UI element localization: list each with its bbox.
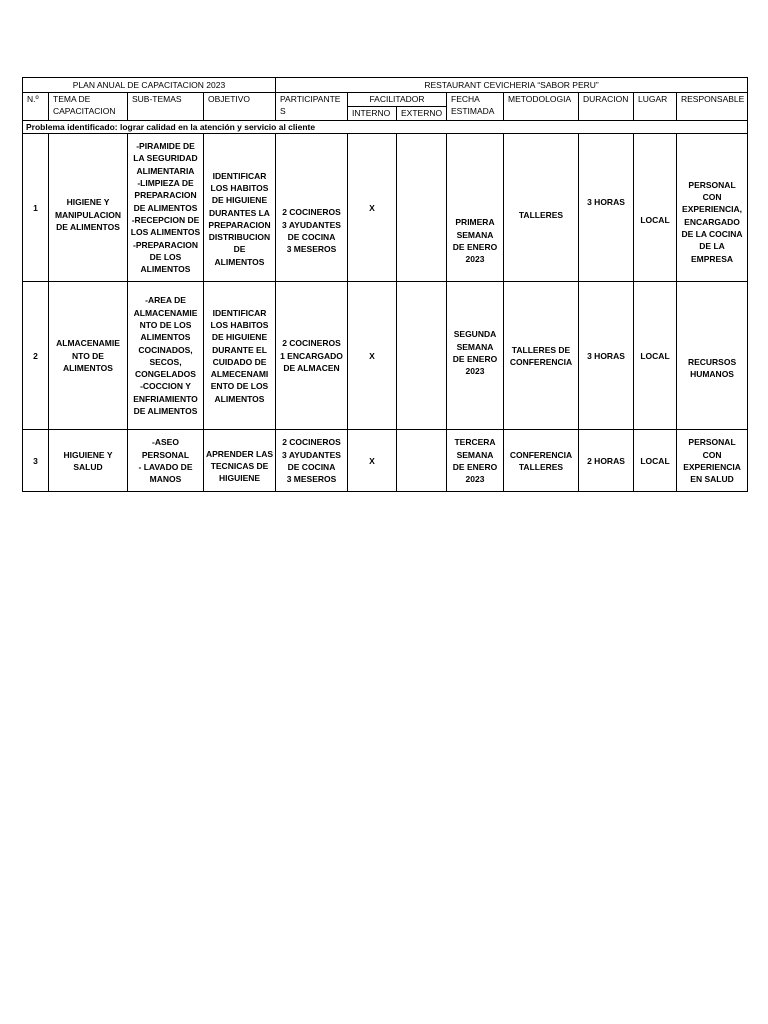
title-row	[23, 78, 748, 93]
col-externo: EXTERNO	[397, 107, 447, 121]
row-externo	[397, 430, 447, 492]
row-interno: X	[348, 430, 397, 492]
row-subtemas: -ASEO PERSONAL - LAVADO DE MANOS	[128, 430, 204, 492]
row-lugar: LOCAL	[634, 430, 677, 492]
problem-statement: Problema identificado: lograr calidad en la atención y servicio al cliente	[23, 121, 748, 134]
col-duracion: DURACION	[579, 93, 634, 121]
row-fecha: TERCERA SEMANA DE ENERO 2023	[447, 430, 504, 492]
col-participantes: PARTICIPANTE S	[276, 93, 348, 121]
row-subtemas: -AREA DE ALMACENAMIE NTO DE LOS ALIMENTOS COCINADOS, SECOS, CONGELADOS -COCCION Y ENFRIAMIENTO DE ALIMENTOS	[128, 282, 204, 430]
row-externo	[397, 134, 447, 282]
row-lugar: LOCAL	[634, 282, 677, 430]
row-metodologia: TALLERES	[504, 134, 579, 282]
row-subtemas: -PIRAMIDE DE LA SEGURIDAD ALIMENTARIA -LIMPIEZA DE PREPARACION DE ALIMENTOS -RECEPCION DE LOS ALIMENTOS -PREPARACION DE LOS ALIMENTOS	[128, 134, 204, 282]
row-externo	[397, 282, 447, 430]
row-duracion: 3 HORAS	[579, 282, 634, 430]
col-responsable: RESPONSABLE	[677, 93, 748, 121]
col-interno: INTERNO	[348, 107, 397, 121]
row-tema: HIGIENE Y MANIPULACION DE ALIMENTOS	[49, 134, 128, 282]
row-objetivo: IDENTIFICAR LOS HABITOS DE HIGUIENE DURANTE EL CUIDADO DE ALMECENAMI ENTO DE LOS ALIMENTOS	[204, 282, 276, 430]
row-responsable: PERSONAL CON EXPERIENCIA, ENCARGADO DE LA COCINA DE LA EMPRESA	[677, 134, 748, 282]
row-num: 2	[23, 282, 49, 430]
col-metodologia: METODOLOGIA	[504, 93, 579, 121]
row-participantes: 2 COCINEROS 3 AYUDANTES DE COCINA 3 MESEROS	[276, 430, 348, 492]
col-fecha: FECHA ESTIMADA	[447, 93, 504, 121]
col-subtemas: SUB-TEMAS	[128, 93, 204, 121]
row-lugar: LOCAL	[634, 134, 677, 282]
row-metodologia: CONFERENCIA TALLERES	[504, 430, 579, 492]
table-row	[23, 134, 748, 282]
row-interno: X	[348, 282, 397, 430]
row-objetivo: IDENTIFICAR LOS HABITOS DE HIGUIENE DURANTES LA PREPARACION DISTRIBUCION DE ALIMENTOS	[204, 134, 276, 282]
table-row	[23, 430, 748, 492]
row-duracion: 3 HORAS	[579, 134, 634, 282]
row-participantes: 2 COCINEROS 3 AYUDANTES DE COCINA 3 MESEROS	[276, 134, 348, 282]
col-facilitador: FACILITADOR	[348, 93, 447, 107]
col-tema: TEMA DE CAPACITACION	[49, 93, 128, 121]
training-plan-table	[22, 77, 748, 492]
row-num: 1	[23, 134, 49, 282]
plan-title: PLAN ANUAL DE CAPACITACION 2023	[23, 78, 276, 93]
row-num: 3	[23, 430, 49, 492]
col-lugar: LUGAR	[634, 93, 677, 121]
row-metodologia: TALLERES DE CONFERENCIA	[504, 282, 579, 430]
col-num: N.º	[23, 93, 49, 121]
column-header-row	[23, 93, 748, 107]
row-tema: ALMACENAMIE NTO DE ALIMENTOS	[49, 282, 128, 430]
restaurant-name: RESTAURANT CEVICHERIA “SABOR PERU”	[276, 78, 748, 93]
row-tema: HIGUIENE Y SALUD	[49, 430, 128, 492]
row-fecha: PRIMERA SEMANA DE ENERO 2023	[447, 134, 504, 282]
row-fecha: SEGUNDA SEMANA DE ENERO 2023	[447, 282, 504, 430]
row-responsable: RECURSOS HUMANOS	[677, 282, 748, 430]
table-row	[23, 282, 748, 430]
row-participantes: 2 COCINEROS 1 ENCARGADO DE ALMACEN	[276, 282, 348, 430]
row-responsable: PERSONAL CON EXPERIENCIA EN SALUD	[677, 430, 748, 492]
problem-row	[23, 121, 748, 134]
row-duracion: 2 HORAS	[579, 430, 634, 492]
row-interno: X	[348, 134, 397, 282]
row-objetivo: APRENDER LAS TECNICAS DE HIGUIENE	[204, 430, 276, 492]
col-objetivo: OBJETIVO	[204, 93, 276, 121]
